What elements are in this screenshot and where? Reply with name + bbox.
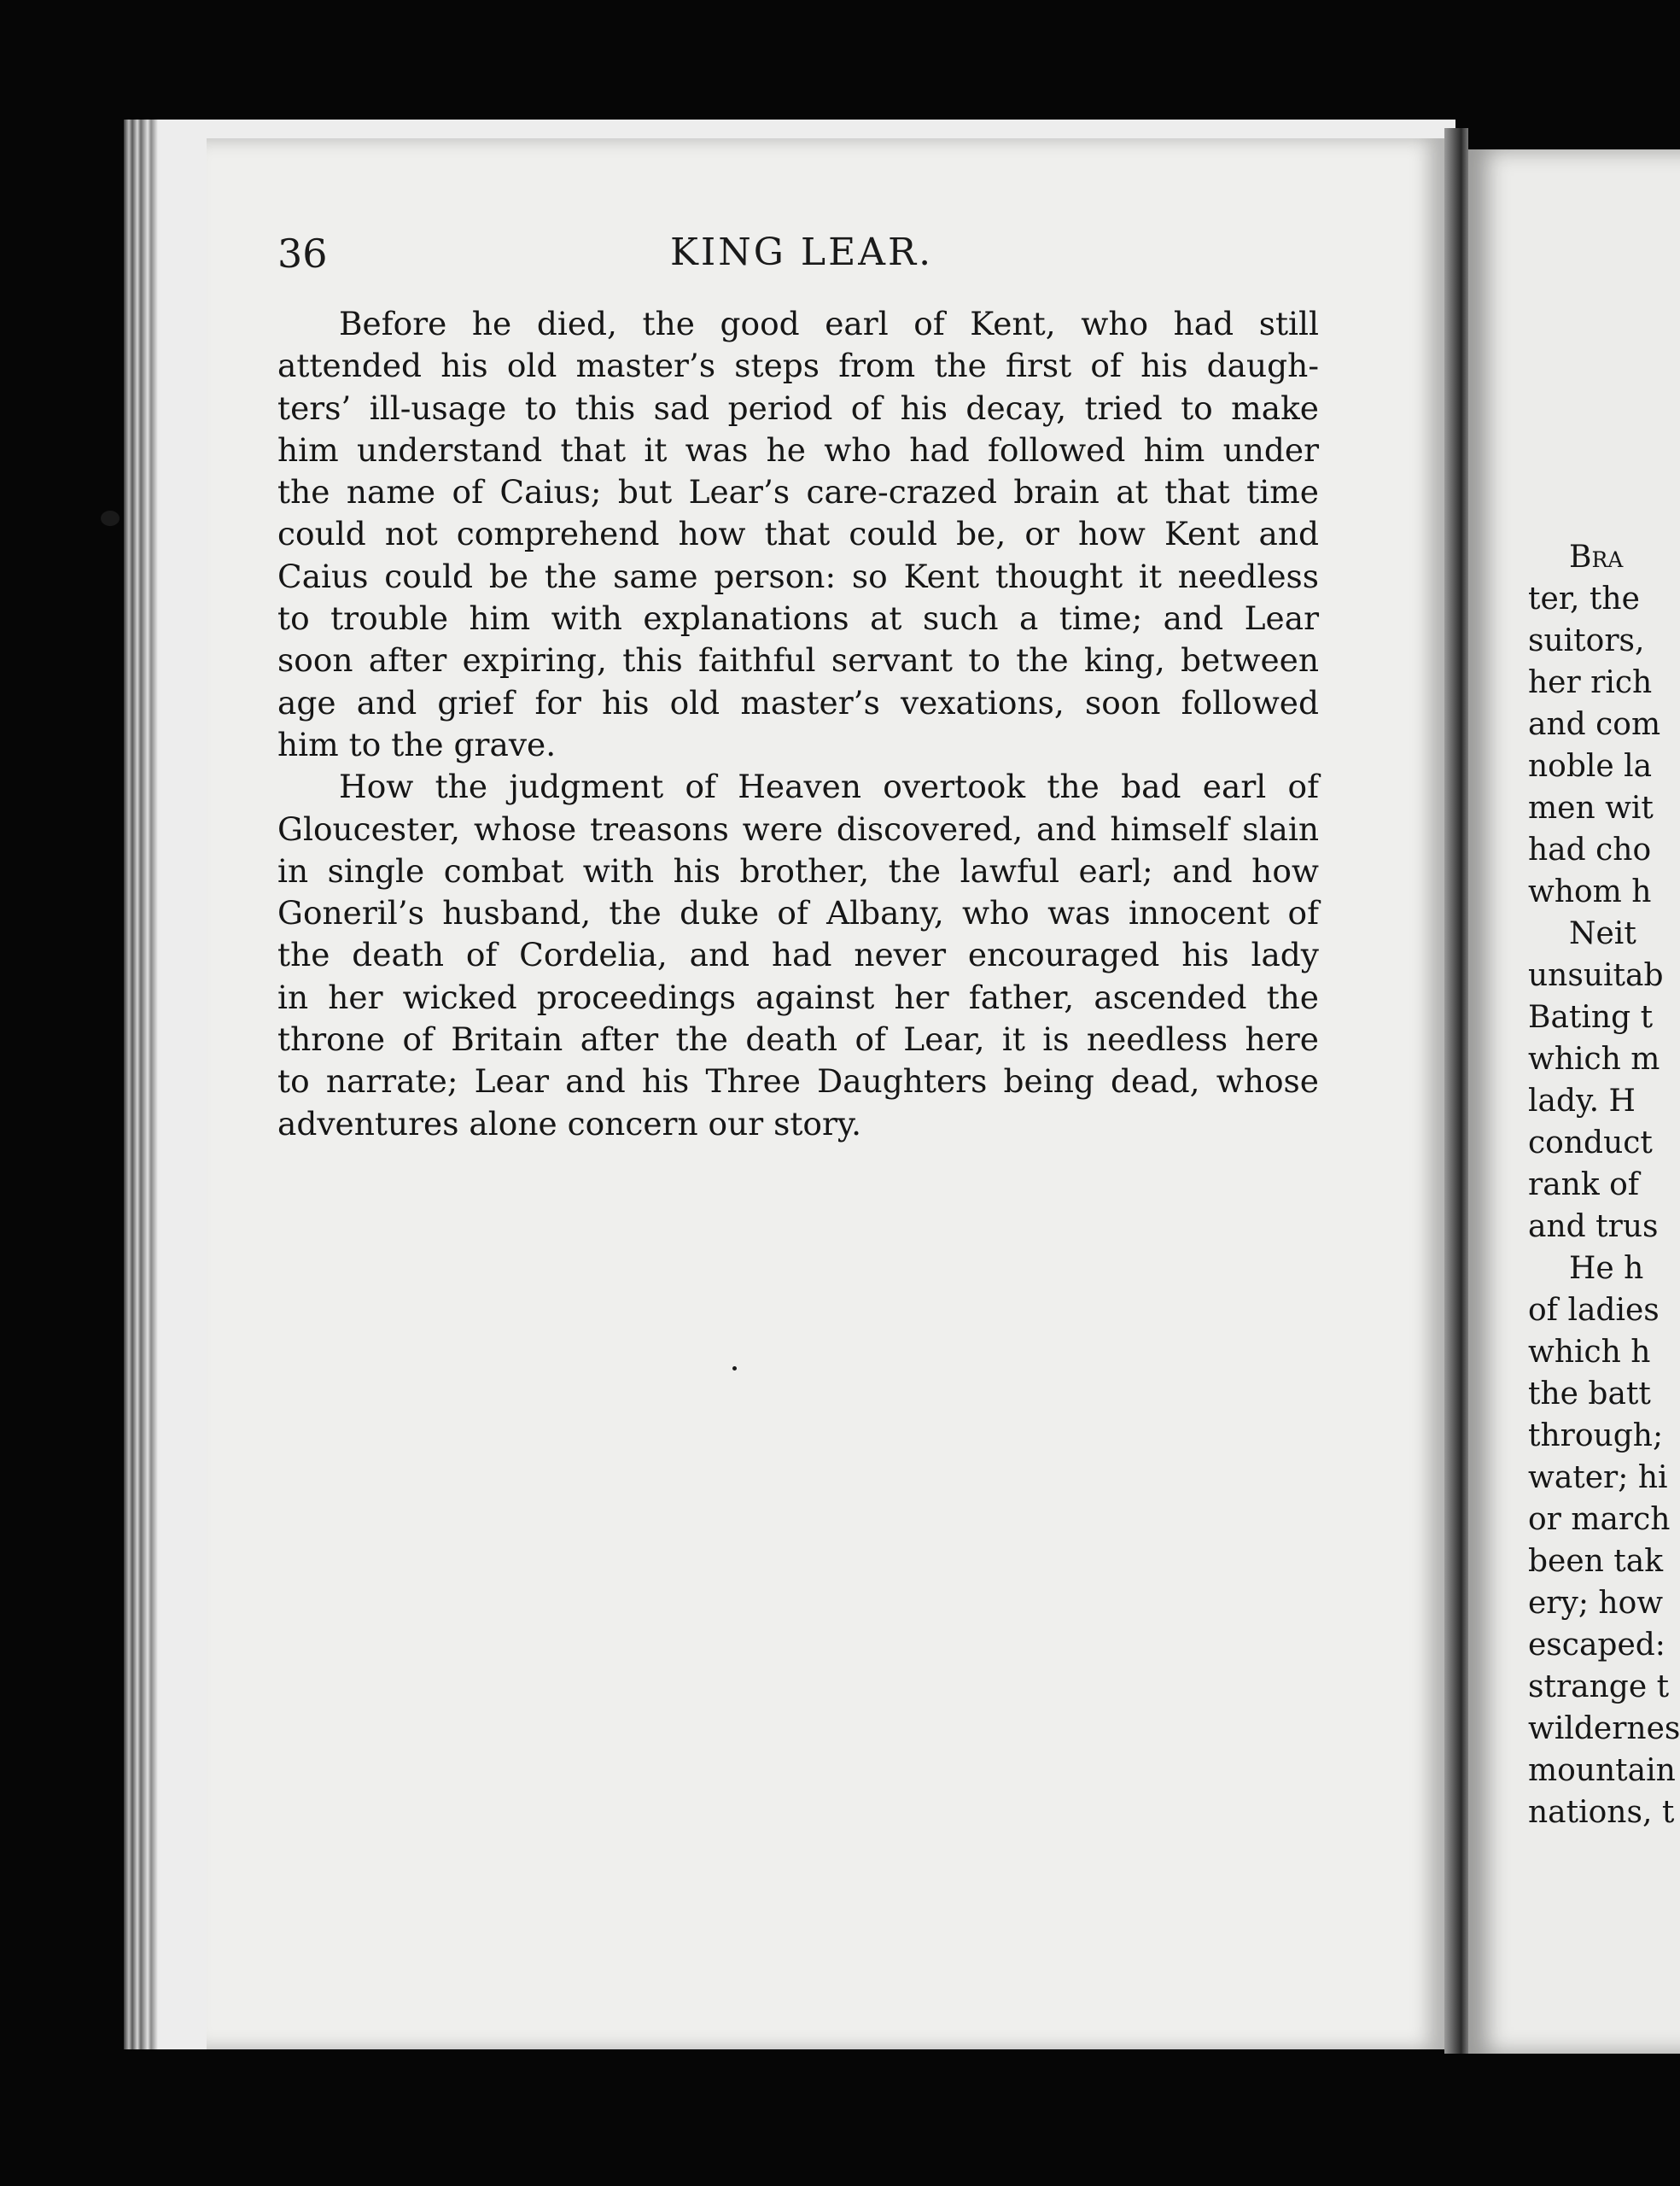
right-text-fragment: rank of — [1528, 1167, 1640, 1202]
right-text-fragment: nations, t — [1528, 1795, 1675, 1830]
right-text-line — [1528, 1499, 1680, 1540]
text-line: him understand that it was he who had followed him under — [277, 430, 1319, 469]
right-text-line — [1528, 704, 1680, 745]
right-text-line — [1528, 1750, 1680, 1791]
right-text-fragment: unsuitab — [1528, 958, 1664, 993]
text-line: age and grief for his old master’s vexations, soon followed — [277, 683, 1319, 722]
right-text-line — [1528, 578, 1680, 620]
right-page-text — [1528, 536, 1680, 1833]
right-text-line — [1528, 1708, 1680, 1750]
right-text-fragment: strange t — [1528, 1669, 1670, 1704]
text-line: the name of Caius; but Lear’s care-crazed brain at that time — [277, 473, 1319, 511]
paragraph — [277, 766, 1319, 1145]
paragraph — [277, 303, 1319, 766]
right-text-fragment: had cho — [1528, 833, 1652, 868]
right-text-line — [1528, 1373, 1680, 1415]
right-text-line — [1528, 1080, 1680, 1122]
right-text-fragment: the batt — [1528, 1376, 1651, 1412]
text-line: Goneril’s husband, the duke of Albany, who was innocent of — [277, 894, 1319, 932]
text-line: in her wicked proceedings against her father, ascended the — [277, 978, 1319, 1016]
book-gutter — [1444, 128, 1468, 2054]
text-line: Before he died, the good earl of Kent, who had still — [339, 305, 1319, 342]
right-text-line — [1528, 1582, 1680, 1624]
right-text-line — [1528, 745, 1680, 787]
right-text-line — [1528, 1540, 1680, 1582]
right-text-line — [1528, 1164, 1680, 1206]
scan-speck — [732, 1366, 737, 1371]
right-text-line — [1528, 1791, 1680, 1833]
right-text-line — [1528, 620, 1680, 662]
right-text-line — [1528, 1331, 1680, 1373]
text-line: Gloucester, whose treasons were discovered, and himself slain — [277, 810, 1319, 848]
text-line: could not comprehend how that could be, or how Kent and — [277, 515, 1319, 553]
running-head: KING LEAR. — [670, 231, 934, 274]
text-line: How the judgment of Heaven overtook the bad earl of — [339, 768, 1319, 806]
right-text-fragment: conduct — [1528, 1125, 1653, 1160]
text-line: adventures alone concern our story. — [277, 1104, 862, 1143]
right-text-line — [1528, 1248, 1680, 1289]
body-text — [277, 303, 1319, 1145]
text-line: to narrate; Lear and his Three Daughters being dead, whose — [277, 1062, 1319, 1101]
text-line: him to the grave. — [277, 725, 557, 763]
right-text-line — [1528, 829, 1680, 871]
right-text-line — [1528, 955, 1680, 997]
right-text-fragment: and trus — [1528, 1209, 1659, 1244]
right-text-fragment: which h — [1528, 1335, 1651, 1370]
right-text-fragment: Neit — [1569, 916, 1636, 951]
right-text-fragment: wildernes — [1528, 1711, 1680, 1746]
right-text-fragment: lady. H — [1528, 1084, 1636, 1119]
right-text-fragment: whom h — [1528, 874, 1652, 909]
text-line: to trouble him with explanations at such a time; and Lear — [277, 599, 1319, 638]
right-text-line — [1528, 1624, 1680, 1666]
right-text-fragment: of ladies — [1528, 1293, 1660, 1328]
right-text-fragment: her rich — [1528, 665, 1653, 700]
right-text-fragment: or march — [1528, 1502, 1671, 1537]
text-line: the death of Cordelia, and had never encouraged his lady — [277, 936, 1319, 974]
right-text-line — [1528, 536, 1680, 578]
right-text-fragment: escaped: — [1528, 1628, 1665, 1663]
right-text-fragment: Bating t — [1528, 1000, 1654, 1035]
right-text-line — [1528, 1415, 1680, 1457]
right-text-fragment: which m — [1528, 1042, 1660, 1077]
right-text-fragment: men wit — [1528, 791, 1654, 826]
right-text-line — [1528, 913, 1680, 955]
right-text-line — [1528, 787, 1680, 829]
right-text-line — [1528, 1289, 1680, 1331]
right-text-fragment: Bra — [1569, 540, 1624, 575]
right-text-line — [1528, 997, 1680, 1038]
scan-speck — [101, 511, 120, 526]
right-text-fragment: been tak — [1528, 1544, 1664, 1579]
text-line: Caius could be the same person: so Kent thought it needless — [277, 557, 1319, 595]
text-line: in single combat with his brother, the lawful earl; and how — [277, 851, 1319, 890]
text-line: throne of Britain after the death of Lear, it is needless here — [277, 1020, 1319, 1059]
right-text-fragment: mountain — [1528, 1753, 1676, 1788]
text-line: ters’ ill-usage to this sad period of his decay, tried to make — [277, 389, 1319, 427]
page-number: 36 — [277, 231, 328, 277]
right-text-fragment: suitors, — [1528, 623, 1645, 658]
right-text-line — [1528, 1457, 1680, 1499]
right-text-fragment: through; — [1528, 1418, 1664, 1453]
right-text-fragment: and com — [1528, 707, 1661, 742]
right-text-line — [1528, 662, 1680, 704]
right-text-line — [1528, 1206, 1680, 1248]
right-text-line — [1528, 1038, 1680, 1080]
right-text-line — [1528, 1666, 1680, 1708]
right-text-fragment: noble la — [1528, 749, 1653, 784]
right-text-fragment: water; hi — [1528, 1460, 1668, 1495]
right-text-line — [1528, 1122, 1680, 1164]
text-line: soon after expiring, this faithful servant to the king, between — [277, 641, 1319, 680]
right-text-fragment: ery; how — [1528, 1586, 1664, 1621]
text-line: attended his old master’s steps from the first of his daugh- — [277, 347, 1319, 385]
right-text-fragment: He h — [1569, 1251, 1644, 1286]
page-header — [277, 231, 1336, 290]
right-text-fragment: ter, the — [1528, 582, 1640, 617]
right-text-line — [1528, 871, 1680, 913]
